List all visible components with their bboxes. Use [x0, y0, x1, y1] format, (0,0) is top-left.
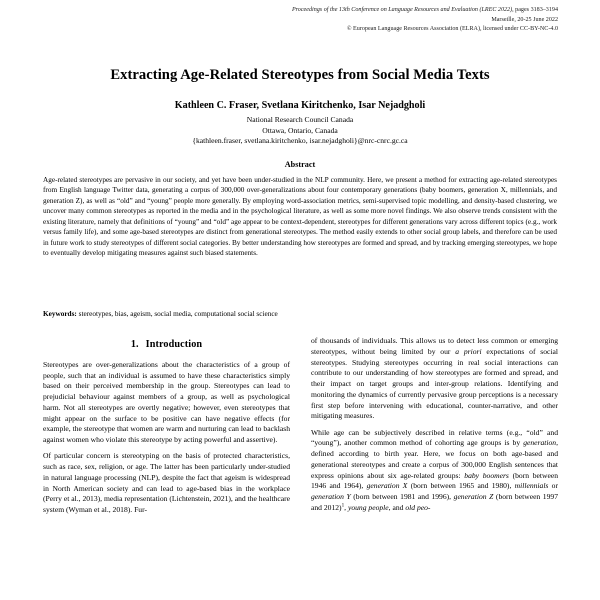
emphasis: young people — [347, 502, 389, 512]
keywords-label: Keywords: — [43, 310, 77, 318]
abstract-text: Age-related stereotypes are pervasive in our society, and yet have been under-studied in the NLP community. Here, we present a method for extracting age-related stereotypes from English language Twitter data, generating a corpus of 300,000 over-generalizations about four contemporary generations (baby boomers, generation X, millennials, and generation Z), as well as “old” and “young” people more generally. By employing word-association metrics, semi-supervised topic modelling, and density-based clustering, we uncover many common stereotypes as reported in the media and in the psychological literature, as well as some more novel findings. We also observe trends consistent with the existing literature, namely that definitions of “young” and “old” age appear to be context-dependent, stereotypes for different generations vary across different topics (e.g., work versus family life), and some age-based stereotypes are distinct from generational stereotypes. The method easily extends to other social group labels, and therefore can be used in future work to study stereotypes of different social categories. By better understanding how stereotypes are formed and spread, and by tracking emerging stereotypes, we hope to eventually develop mitigating measures against such biased statements. — [43, 176, 557, 258]
paragraph-part: , defined according to birth year. Here, we focus on both age-based and generational stereotypes and create a corpus of 300,000 English sentences that express opinions about six age-related groups: — [311, 438, 558, 480]
emphasis: old peo- — [405, 502, 431, 512]
section-title: Introduction — [145, 339, 203, 350]
emphasis: baby boomers — [464, 470, 509, 480]
publication-header-line-3: © European Language Resources Association (ELRA), licensed under CC-BY-NC-4.0 — [346, 26, 558, 33]
paragraph-part: (born between 1997 and 2012) — [311, 492, 558, 512]
publication-header-line-1 — [42, 6, 558, 16]
page-range: , pages 3183–3194 — [512, 7, 558, 13]
emphasis: generation X — [366, 481, 408, 491]
publication-header-line-2: Marseille, 20-25 June 2022 — [491, 16, 558, 23]
publication-header — [42, 6, 558, 35]
author-list: Kathleen C. Fraser, Svetlana Kiritchenko, Isar Nejadgholi — [174, 100, 426, 111]
paragraph-part: (born between 1946 and 1964), — [311, 470, 558, 491]
proceedings-title: Proceedings of the 13th Conference on Language Resources and Evaluation (LREC 2022) — [291, 7, 513, 13]
paragraph-part: While age can be subjectively described in relative terms (e.g., “old” and “young”), another common method of cohorting age groups is by — [311, 427, 558, 448]
affiliation-email: {kathleen.fraser, svetlana.kiritchenko, isar.nejadgholi}@nrc-cnrc.gc.ca — [192, 136, 408, 145]
paragraph-part: (born between 1965 and 1980), — [407, 481, 515, 491]
emphasis: generation Z — [453, 492, 494, 501]
paragraph-part: or — [548, 481, 558, 491]
paragraph-part: expectations of social stereotypes. Studying stereotypes occurring in real social interactions can contribute to our understanding of how stereotypes are formed and spread, and their impact on target groups and inter-group relations. Identifying and monitoring the dynamics of currently pervasive group perceptions is a necessary first step before intervening with educational, counter-narrative, and other mitigating measures. — [311, 346, 558, 421]
affiliation-block — [42, 115, 558, 147]
footnote-marker[interactable]: 1 — [341, 502, 345, 509]
keywords-line — [43, 309, 557, 319]
paragraph-part: , and — [388, 502, 406, 512]
emphasis: generation — [523, 438, 557, 448]
paragraph: Of particular concern is stereotyping on the basis of protected characteristics, such as race, sex, religion, or age. The latter has been particularly under-studied in natural language processing (NLP), despite the fact that ageism is widespread in North American society and can lead to age-based bias in the workplace (Perry et al., 2013), media representation (Lichtenstein, 2021), and the healthcare system (Wyman et al., 2018). Fur- — [43, 451, 290, 514]
paragraph-part: , — [344, 502, 348, 512]
section-heading-introduction — [43, 340, 290, 351]
section-number: 1. — [130, 339, 139, 350]
paragraph — [311, 428, 558, 514]
left-column — [43, 336, 290, 600]
paragraph-part: (born between 1981 and 1996), — [350, 492, 454, 501]
keywords-values: stereotypes, bias, ageism, social media, computational social science — [76, 310, 278, 318]
affiliation-location: Ottawa, Ontario, Canada — [262, 125, 338, 135]
emphasis: generation Y — [311, 492, 351, 501]
emphasis: millennials — [514, 481, 549, 491]
affiliation-institution: National Research Council Canada — [246, 115, 354, 124]
page-title: Extracting Age-Related Stereotypes from Social Media Texts — [110, 67, 490, 83]
right-column — [311, 336, 558, 600]
paragraph-part: of thousands of individuals. This allows us to detect less common or emerging stereotypes, without being limited by our — [311, 336, 558, 356]
emphasis: a priori — [455, 346, 482, 356]
abstract-heading: Abstract — [284, 160, 316, 169]
body-columns — [43, 336, 558, 600]
paragraph — [311, 336, 558, 422]
paragraph: Stereotypes are over-generalizations about the characteristics of a group of people, such that an individual is assumed to have these characteristics simply based on their perceived membership in the group. Stereotypes can lead to prejudicial behaviour against members of a group, as well as psychological harm. Not all stereotypes are overtly negative; however, even stereotypes that might appear on the surface to be positive can have negative effects (for example, the stereotype that women are warm and nurturing can lead to backlash against women who violate this stereotype by acting powerful and assertive). — [43, 359, 290, 444]
